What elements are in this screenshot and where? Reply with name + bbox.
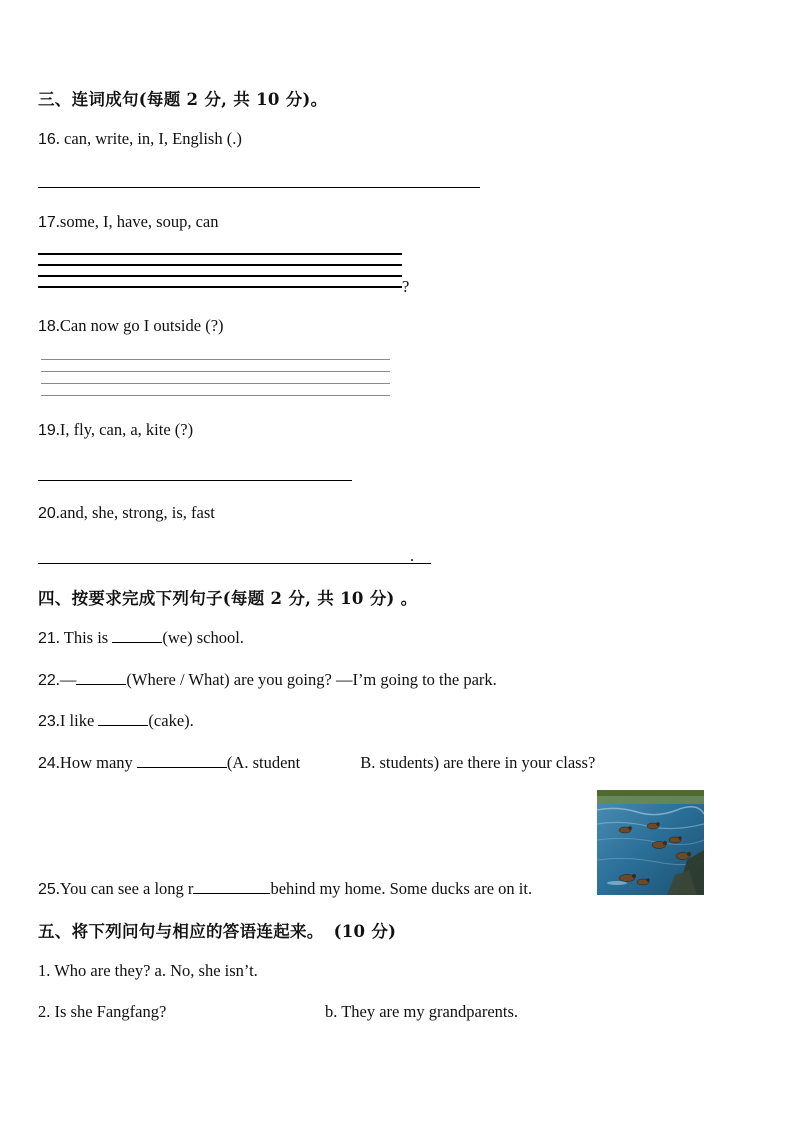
section3-heading: 三、连词成句(每题 2 分, 共 10 分)。	[38, 90, 328, 109]
answer-line-16[interactable]	[38, 187, 480, 188]
fill-blank[interactable]	[112, 628, 162, 643]
question-text-pre: .I like	[55, 711, 99, 730]
question-number: 20	[38, 505, 56, 522]
fill-blank[interactable]	[137, 753, 227, 768]
fill-blank[interactable]	[193, 879, 270, 894]
question-25	[38, 879, 532, 899]
question-17-end-mark: ?	[402, 277, 410, 296]
question-text-pre: .—	[55, 670, 77, 689]
question-text: . can, write, in, I, English (.)	[55, 129, 242, 148]
match-item-2-answer[interactable]: b. They are my grandparents.	[325, 1002, 519, 1021]
question-number: 18	[38, 318, 56, 335]
answer-line-17c[interactable]	[38, 275, 402, 277]
question-number: 19	[38, 422, 56, 439]
question-number: 25	[38, 881, 56, 898]
question-22	[38, 670, 497, 690]
question-20-end-mark: .	[410, 546, 415, 565]
question-number: 24	[38, 755, 56, 772]
match-answer[interactable]: a. No, she isn’t.	[154, 961, 258, 980]
question-number: 21	[38, 630, 56, 647]
fill-blank[interactable]	[76, 670, 126, 685]
question-16	[38, 129, 242, 149]
question-text-post: behind my home. Some ducks are on it.	[270, 879, 533, 898]
question-text-pre: .You can see a long r	[55, 879, 194, 898]
question-text-post: (we) school.	[162, 628, 244, 647]
answer-line-18a[interactable]	[41, 359, 390, 360]
section5-heading-score: (10 分)	[333, 922, 397, 941]
question-text-post: (Where / What) are you going? —I’m going to the park.	[126, 670, 497, 689]
option-b: B. students) are there in your class?	[360, 753, 596, 772]
question-number: 22	[38, 672, 56, 689]
question-text: .and, she, strong, is, fast	[55, 503, 215, 522]
answer-line-18d[interactable]	[41, 395, 390, 396]
answer-line-17a[interactable]	[38, 253, 402, 255]
question-17	[38, 212, 218, 232]
question-21	[38, 628, 244, 648]
answer-line-17b[interactable]	[38, 264, 402, 266]
section5-heading	[38, 918, 396, 942]
question-18	[38, 316, 224, 336]
question-text-pre: . This is	[55, 628, 113, 647]
question-19	[38, 420, 193, 440]
question-number: 23	[38, 713, 56, 730]
match-question[interactable]: 1. Who are they?	[38, 961, 151, 980]
answer-line-19[interactable]	[38, 480, 352, 481]
match-item-1	[38, 961, 258, 981]
section5-heading-text: 五、将下列问句与相应的答语连起来。	[38, 922, 324, 941]
answer-line-20[interactable]	[38, 563, 431, 564]
question-text-pre: .How many	[55, 753, 137, 772]
question-text: .Can now go I outside (?)	[55, 316, 224, 335]
option-a: (A. student	[226, 753, 301, 772]
question-text-post: (cake).	[148, 711, 194, 730]
question-24	[38, 753, 595, 773]
answer-line-18c[interactable]	[41, 383, 390, 384]
match-item-2-question[interactable]: 2. Is she Fangfang?	[38, 1002, 167, 1021]
question-text: .I, fly, can, a, kite (?)	[55, 420, 194, 439]
section4-heading: 四、按要求完成下列句子(每题 2 分, 共 10 分) 。	[38, 589, 418, 608]
question-text: .some, I, have, soup, can	[55, 212, 219, 231]
fill-blank[interactable]	[98, 711, 148, 726]
answer-line-18b[interactable]	[41, 371, 390, 372]
ducks-on-river-photo	[597, 790, 704, 895]
question-23	[38, 711, 194, 731]
question-number: 16	[38, 131, 56, 148]
question-20	[38, 503, 215, 523]
answer-line-17d[interactable]	[38, 286, 402, 288]
question-number: 17	[38, 214, 56, 231]
